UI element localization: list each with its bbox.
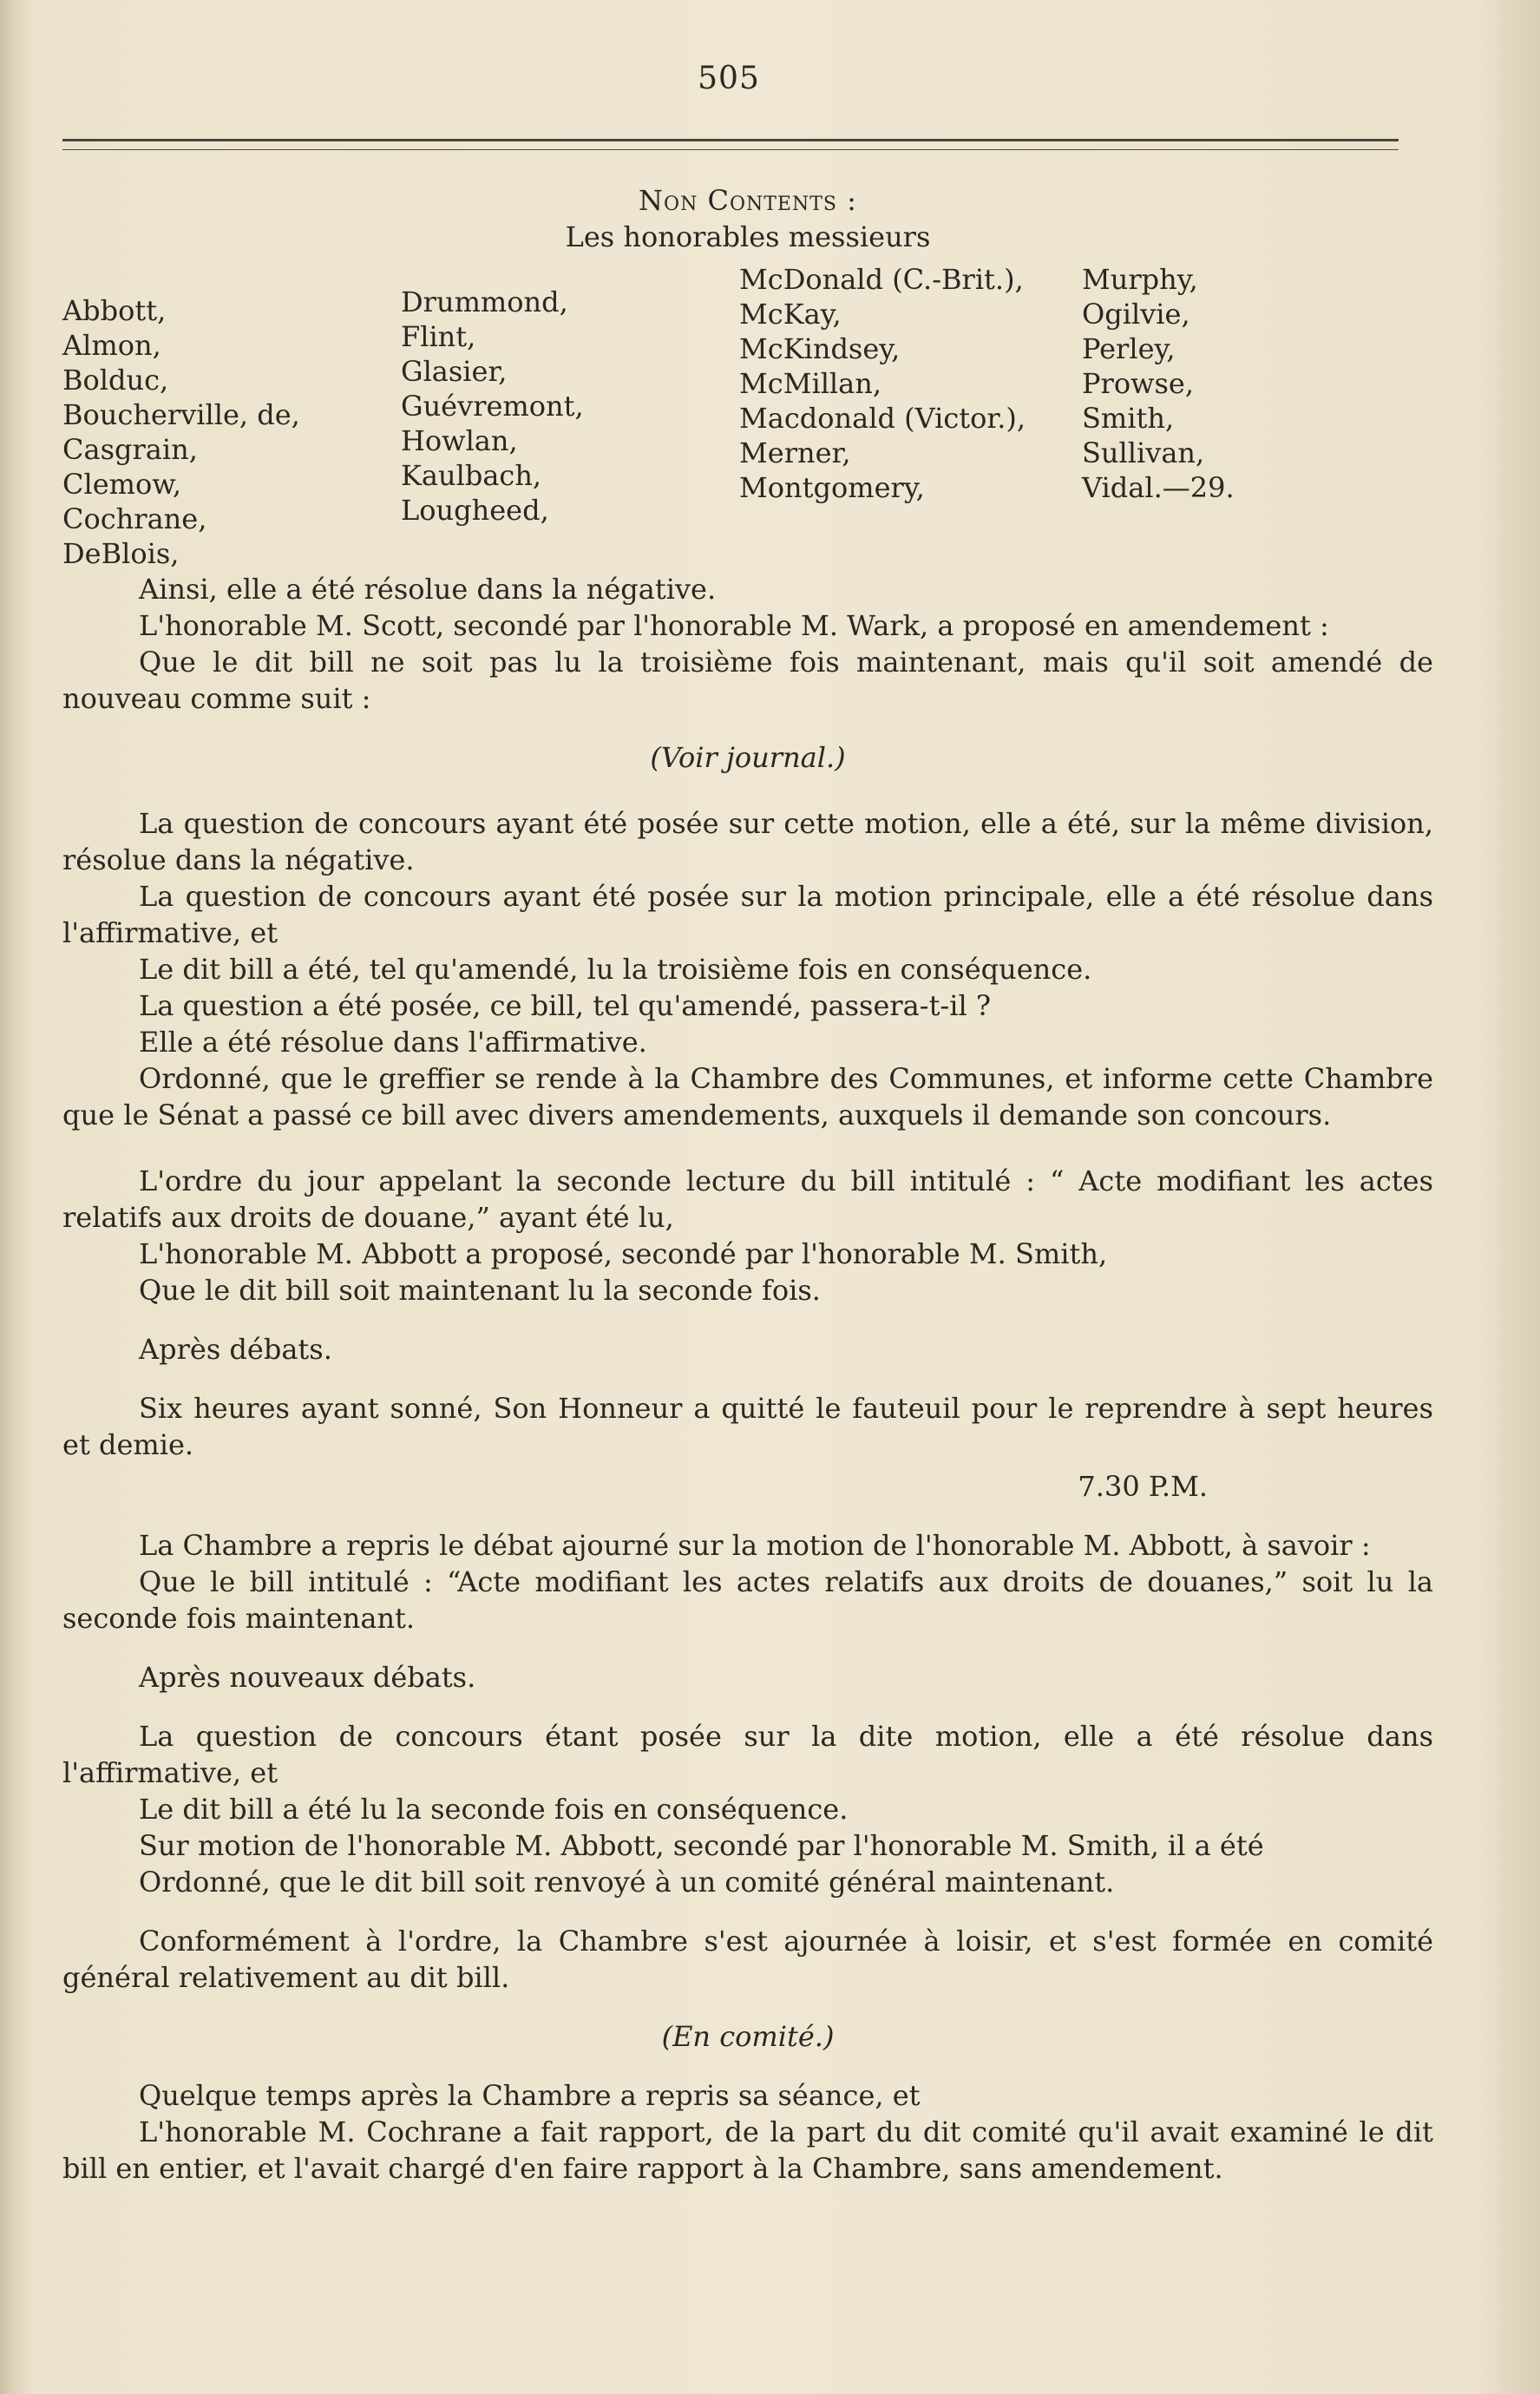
name-entry: Bolduc, <box>62 364 169 397</box>
name-entry: McMillan, <box>739 367 882 400</box>
name-entry: Kaulbach, <box>401 459 542 492</box>
name-entry: Sullivan, <box>1082 436 1205 469</box>
name-entry: Guévremont, <box>401 390 584 423</box>
name-entry: Vidal.—29. <box>1082 471 1235 504</box>
name-entry: DeBlois, <box>62 537 180 570</box>
section-heading: Non Contents : <box>639 184 857 217</box>
paragraph: La question de concours ayant été posée sur cette motion, elle a été, sur la même division, résolue dans la négative. <box>62 807 1433 876</box>
time-stamp: 7.30 P.M. <box>1078 1470 1208 1503</box>
section-subheading: Les honorables messieurs <box>565 220 931 253</box>
paragraph: La question de concours étant posée sur la dite motion, elle a été résolue dans l'affirmative, et <box>62 1720 1433 1789</box>
header-rule-thin <box>62 149 1399 150</box>
name-entry: Perley, <box>1082 332 1176 365</box>
name-entry: Howlan, <box>401 424 518 457</box>
name-entry: Glasier, <box>401 355 508 388</box>
paragraph: La Chambre a repris le débat ajourné sur la motion de l'honorable M. Abbott, à savoir : <box>139 1529 1371 1562</box>
paragraph: L'ordre du jour appelant la seconde lecture du bill intitulé : “ Acte modifiant les actes relatifs aux droits de douane,” ayant été lu, <box>62 1164 1433 1234</box>
paragraph: Après nouveaux débats. <box>139 1661 476 1694</box>
page-number: 505 <box>698 61 760 96</box>
paragraph: Quelque temps après la Chambre a repris sa séance, et <box>139 2079 921 2112</box>
name-entry: Abbott, <box>62 294 167 327</box>
name-entry: Cochrane, <box>62 502 207 535</box>
paragraph: Six heures ayant sonné, Son Honneur a quitté le fauteuil pour le reprendre à sept heures et demie. <box>62 1392 1433 1461</box>
name-entry: Merner, <box>739 436 851 469</box>
name-entry: Ogilvie, <box>1082 298 1190 331</box>
name-entry: Macdonald (Victor.), <box>739 402 1026 435</box>
names-column-1 <box>62 262 401 571</box>
name-entry: Montgomery, <box>739 471 925 504</box>
paragraph: Elle a été résolue dans l'affirmative. <box>139 1026 647 1059</box>
paragraph: Ordonné, que le greffier se rende à la Chambre des Communes, et informe cette Chambre que le Sénat a passé ce bill avec divers amendements, auxquels il demande son concours. <box>62 1062 1433 1131</box>
name-entry: Almon, <box>62 329 161 362</box>
name-entry: McKindsey, <box>739 332 901 365</box>
paragraph: Que le bill intitulé : “Acte modifiant les actes relatifs aux droits de douanes,” soit lu la seconde fois maintenant. <box>62 1565 1433 1635</box>
name-entry: Drummond, <box>401 285 568 318</box>
name-entry: Lougheed, <box>401 494 549 527</box>
name-entry: Flint, <box>401 320 476 353</box>
name-entry: Casgrain, <box>62 433 198 466</box>
names-column-3 <box>739 262 1082 571</box>
name-entry: McDonald (C.-Brit.), <box>739 263 1024 296</box>
names-column-4 <box>1082 262 1394 571</box>
paragraph: Après débats. <box>139 1333 332 1366</box>
name-entry: Clemow, <box>62 468 182 501</box>
paragraph: Le dit bill a été, tel qu'amendé, lu la troisième fois en conséquence. <box>139 953 1092 986</box>
names-column-2 <box>401 262 739 571</box>
paragraph: L'honorable M. Scott, secondé par l'honorable M. Wark, a proposé en amendement : <box>139 609 1329 642</box>
committee-heading: (En comité.) <box>661 2020 835 2053</box>
journal-reference: (Voir journal.) <box>650 741 846 774</box>
name-entry: Smith, <box>1082 402 1175 435</box>
paragraph: Le dit bill a été lu la seconde fois en conséquence. <box>139 1793 849 1826</box>
paragraph: La question a été posée, ce bill, tel qu'amendé, passera-t-il ? <box>139 989 992 1022</box>
paragraph: Ainsi, elle a été résolue dans la négative. <box>139 573 717 606</box>
page-content <box>62 182 1433 2187</box>
paragraph: La question de concours ayant été posée sur la motion principale, elle a été résolue dans l'affirmative, et <box>62 880 1433 949</box>
name-entry: McKay, <box>739 298 842 331</box>
name-entry: Boucherville, de, <box>62 398 300 431</box>
paragraph: L'honorable M. Cochrane a fait rapport, de la part du dit comité qu'il avait examiné le dit bill en entier, et l'avait chargé d'en faire rapport à la Chambre, sans amendement. <box>62 2115 1433 2185</box>
paragraph: Conformément à l'ordre, la Chambre s'est ajournée à loisir, et s'est formée en comité général relativement au dit bill. <box>62 1925 1433 1994</box>
name-entry: Prowse, <box>1082 367 1195 400</box>
header-rule <box>62 139 1399 141</box>
paragraph: L'honorable M. Abbott a proposé, secondé par l'honorable M. Smith, <box>139 1237 1108 1270</box>
paragraph: Que le dit bill soit maintenant lu la seconde fois. <box>139 1274 821 1307</box>
paragraph: Ordonné, que le dit bill soit renvoyé à un comité général maintenant. <box>139 1866 1115 1899</box>
paragraph: Sur motion de l'honorable M. Abbott, secondé par l'honorable M. Smith, il a été <box>139 1829 1264 1862</box>
paragraph: Que le dit bill ne soit pas lu la troisième fois maintenant, mais qu'il soit amendé de nouveau comme suit : <box>62 646 1433 715</box>
names-list <box>62 262 1433 571</box>
name-entry: Murphy, <box>1082 263 1198 296</box>
